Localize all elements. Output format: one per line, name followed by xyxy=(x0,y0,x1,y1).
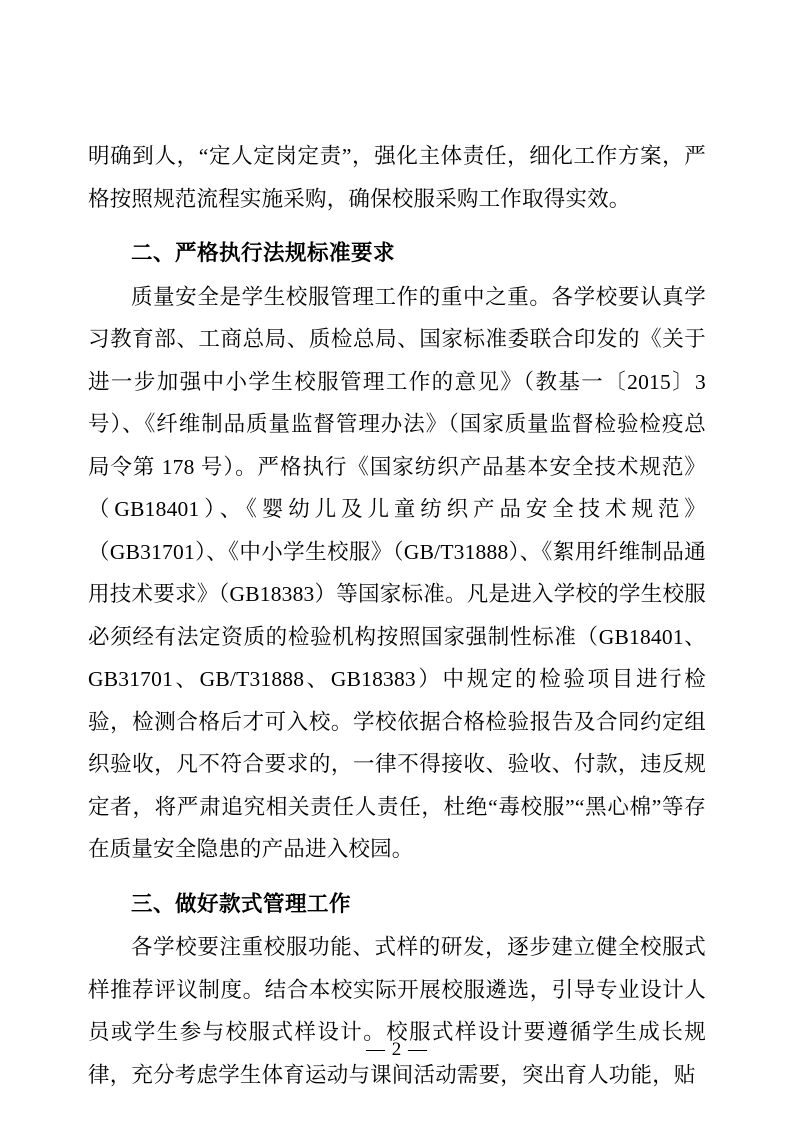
section-two-paragraph: 质量安全是学生校服管理工作的重中之重。各学校要认真学习教育部、工商总局、质检总局、国家标准委联合印发的《关于进一步加强中小学生校服管理工作的意见》（教基一〔2015〕3号）、《纤维制品质量监督管理办法》（国家质量监督检验检疫总局令第 178 号）。严格执行《国家纺织产品基本安全技术规范》（GB18401）、《婴幼儿及儿童纺织产品安全技术规范》（GB31701）、《中小学生校服》（GB/T31888）、《絮用纤维制品通用技术要求》（GB18383）等国家标准。凡是进入学校的学生校服必须经有法定资质的检验机构按照国家强制性标准（GB18401、GB31701、GB/T31888、GB18383）中规定的检验项目进行检验，检测合格后才可入校。学校依据合格检验报告及合同约定组织验收，凡不符合要求的，一律不得接收、验收、付款，违反规定者，将严肃追究相关责任人责任，杜绝“毒校服”“黑心棉”等存在质量安全隐患的产品进入校园。 xyxy=(88,284,706,861)
spacer xyxy=(88,220,706,233)
paragraph-continuation: 明确到人，“定人定岗定责”，强化主体责任，细化工作方案，严格按照规范流程实施采购，确保校服采购工作取得实效。 xyxy=(88,144,706,211)
section-three-paragraph: 各学校要注重校服功能、式样的研发，逐步建立健全校服式样推荐评议制度。结合本校实际开展校服遴选，引导专业设计人员或学生参与校服式样设计。校服式样设计要遵循学生成长规律，充分考虑学生体育运动与课间活动需要，突出育人功能，贴 xyxy=(88,935,706,1087)
document-body xyxy=(88,135,706,1096)
section-heading-two: 二、严格执行法规标准要求 xyxy=(131,241,396,266)
spacer xyxy=(88,871,706,884)
page-number: — 2 — xyxy=(366,1039,428,1060)
section-heading-three: 三、做好款式管理工作 xyxy=(131,891,352,917)
